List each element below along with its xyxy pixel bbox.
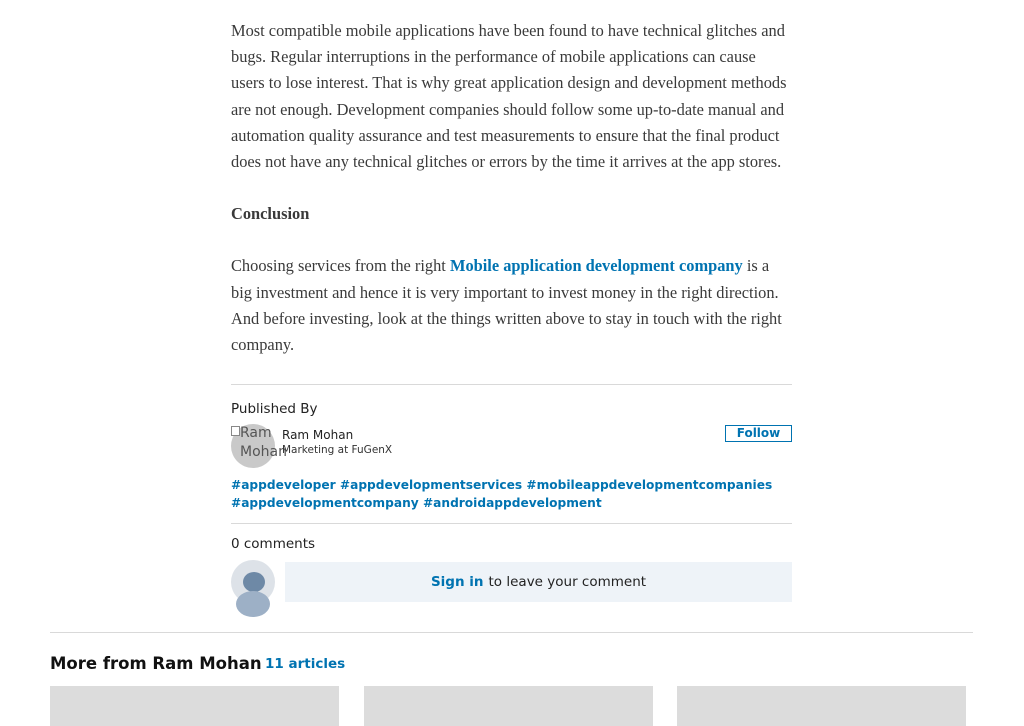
avatar-body xyxy=(236,591,270,617)
hashtag-link[interactable]: #mobileappdevelopmentcompanies xyxy=(526,478,773,492)
divider xyxy=(231,384,792,385)
hashtag-link[interactable]: #appdevelopmentcompany xyxy=(231,496,419,510)
published-by-label: Published By xyxy=(231,401,318,417)
avatar-alt-text: Ram Mohan xyxy=(240,425,287,460)
comments-count: 0 comments xyxy=(231,536,316,552)
hashtag-link[interactable]: #androidappdevelopment xyxy=(422,496,602,510)
sign-in-link[interactable]: Sign in xyxy=(430,574,484,590)
mobile-app-company-link[interactable]: Mobile application development company xyxy=(449,256,743,276)
author-avatar[interactable] xyxy=(231,424,287,468)
conclusion-paragraph xyxy=(231,253,792,358)
article-card[interactable] xyxy=(364,686,653,726)
article-body xyxy=(231,18,792,358)
article-card[interactable] xyxy=(50,686,339,726)
signin-prompt-text: to leave your comment xyxy=(488,574,647,590)
divider xyxy=(50,632,973,633)
conclusion-text-end: is a big investment and hence it is very important to invest money in the right direction. And before investing, look at the things written above to stay in touch with the right company. xyxy=(231,256,782,355)
author-title: Marketing at FuGenX xyxy=(282,444,393,456)
conclusion-text-start: Choosing services from the right xyxy=(231,256,450,276)
user-avatar-icon xyxy=(231,560,275,604)
comment-signin-box[interactable] xyxy=(285,562,792,602)
article-card[interactable] xyxy=(677,686,966,726)
conclusion-heading: Conclusion xyxy=(231,204,310,224)
articles-count-link[interactable]: 11 articles xyxy=(265,656,346,672)
broken-image-icon xyxy=(231,426,240,436)
article-paragraph: Most compatible mobile applications have been found to have technical glitches and bugs. Regular interruptions in the performance of mobile applications can cause users to lose interest. That is why great application design and development methods are not enough. Development companies should follow some up-to-date manual and automation quality assurance and test measurements to ensure that the final product does not have any technical glitches or errors by the time it arrives at the app stores. xyxy=(231,21,787,172)
divider xyxy=(231,523,792,524)
hashtag-list xyxy=(231,476,792,512)
hashtag-link[interactable]: #appdeveloper xyxy=(231,478,336,492)
author-card xyxy=(231,424,792,470)
more-from-heading: More from Ram Mohan xyxy=(50,654,262,673)
follow-button[interactable]: Follow xyxy=(725,425,792,442)
avatar-head xyxy=(243,572,265,592)
hashtag-link[interactable]: #appdevelopmentservices xyxy=(339,478,523,492)
author-name[interactable]: Ram Mohan xyxy=(282,428,354,442)
